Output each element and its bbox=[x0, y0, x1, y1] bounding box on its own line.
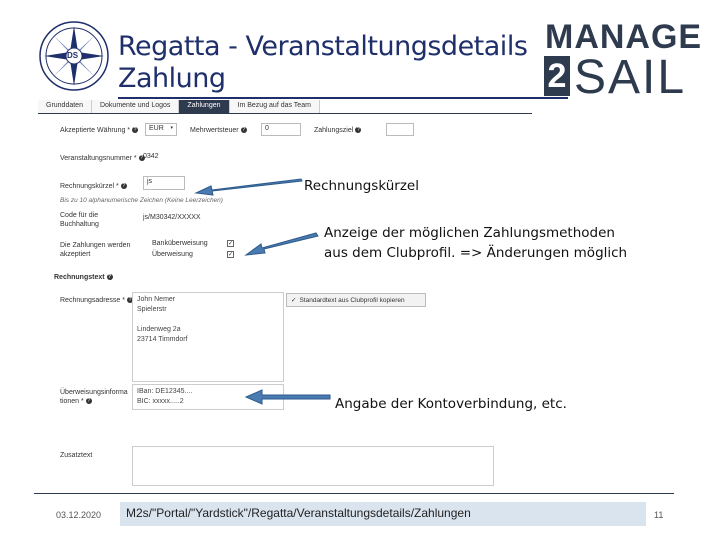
code-label-1: Code für die bbox=[60, 212, 99, 219]
address-line: John Nemer bbox=[137, 296, 176, 303]
slide-title-line-1: Regatta - Veranstaltungsdetails bbox=[118, 31, 528, 62]
annotation-zahlungsmethoden-2: aus dem Clubprofil. => Änderungen möglich bbox=[324, 245, 628, 261]
zahlungsziel-label: Zahlungsziel ? bbox=[314, 127, 360, 134]
footer-path: M2s/"Portal/"Yardstick"/Regatta/Veranstaltungsdetails/Zahlungen bbox=[120, 502, 646, 526]
help-icon[interactable]: ? bbox=[87, 398, 91, 405]
bank-line: IBan: DE12345.... bbox=[137, 388, 193, 395]
address-line bbox=[137, 315, 279, 325]
help-icon[interactable]: ? bbox=[356, 127, 360, 134]
tab-dokumente[interactable]: Dokumente und Logos bbox=[92, 100, 179, 113]
annotation-rechnungskuerzel: Rechnungskürzel bbox=[304, 178, 419, 194]
rechnungstext-label: Rechnungstext ? bbox=[54, 274, 112, 281]
mwst-input[interactable]: 0 bbox=[261, 123, 301, 136]
annotation-kontoverbindung: Angabe der Kontoverbindung, etc. bbox=[335, 396, 567, 412]
veranstaltungsnummer-label: Veranstaltungsnummer * ? bbox=[60, 155, 144, 162]
address-line: Lindenweg 2a bbox=[137, 326, 181, 333]
tab-grunddaten[interactable]: Grunddaten bbox=[38, 100, 92, 113]
address-line: Spielerstr bbox=[137, 306, 167, 313]
standardtext-copy-button[interactable]: ✓ Standardtext aus Clubprofil kopieren bbox=[286, 293, 426, 307]
rechnungskuerzel-input[interactable]: js bbox=[143, 176, 185, 190]
tab-team[interactable]: Im Bezug auf das Team bbox=[230, 100, 320, 113]
bank-line: BIC: xxxxx.....2 bbox=[137, 398, 184, 405]
code-label-2: Buchhaltung bbox=[60, 221, 99, 228]
arrow-rechnungskuerzel bbox=[196, 179, 302, 195]
help-icon[interactable]: ? bbox=[122, 183, 126, 190]
rechnungsadresse-textarea[interactable] bbox=[132, 292, 284, 382]
veranstaltungsnummer-value: 0342 bbox=[143, 153, 159, 160]
brand-manage: MANAGE bbox=[545, 18, 703, 56]
footer-page-number: 11 bbox=[654, 510, 664, 520]
waehrung-label: Akzeptierte Währung * ? bbox=[60, 127, 137, 134]
annotation-zahlungsmethoden-1: Anzeige der möglichen Zahlungsmethoden bbox=[324, 225, 615, 241]
help-icon[interactable]: ? bbox=[242, 127, 246, 134]
chevron-down-icon: ▾ bbox=[170, 125, 173, 131]
ueberweisung-textarea[interactable] bbox=[132, 384, 284, 410]
zahlungsziel-input[interactable] bbox=[386, 123, 414, 136]
tab-bar bbox=[38, 100, 532, 114]
tab-zahlungen[interactable]: Zahlungen bbox=[179, 100, 229, 113]
check-icon: ✓ bbox=[291, 297, 297, 304]
method-1-label: Banküberweisung bbox=[152, 240, 208, 247]
brand-sail: SAIL bbox=[574, 51, 687, 104]
waehrung-select[interactable]: EUR ▾ bbox=[145, 123, 177, 136]
zahlungen-label-1: Die Zahlungen werden bbox=[60, 242, 131, 249]
zusatztext-label: Zusatztext bbox=[60, 452, 93, 459]
zusatztext-textarea[interactable] bbox=[132, 446, 494, 486]
rechnungsadresse-label: Rechnungsadresse * ? bbox=[60, 297, 132, 304]
help-icon[interactable]: ? bbox=[128, 297, 132, 304]
help-icon[interactable]: ? bbox=[108, 274, 112, 281]
method-2-label: Überweisung bbox=[152, 251, 193, 258]
title-underline bbox=[118, 97, 568, 99]
help-icon[interactable]: ? bbox=[140, 155, 144, 162]
footer-date: 03.12.2020 bbox=[56, 510, 102, 520]
help-icon[interactable]: ? bbox=[133, 127, 137, 134]
rechnungskuerzel-label: Rechnungskürzel * ? bbox=[60, 183, 126, 190]
club-logo bbox=[38, 20, 110, 92]
ueberweisung-label-2: tionen * ? bbox=[60, 398, 91, 405]
rechnungskuerzel-hint: Bis zu 10 alphanumerische Zeichen (Keine Leerzeichen) bbox=[60, 197, 223, 204]
slide-title-line-2: Zahlung bbox=[118, 63, 226, 94]
method-2-checkbox[interactable]: ✓ bbox=[228, 252, 234, 258]
code-value: js/M30342/XXXXX bbox=[143, 214, 201, 221]
zahlungen-label-2: akzeptiert bbox=[60, 251, 91, 258]
arrow-zahlungsmethoden bbox=[246, 233, 318, 255]
brand-digit: 2 bbox=[544, 56, 570, 96]
address-line: 23714 Timmdorf bbox=[137, 336, 188, 343]
footer-divider bbox=[34, 493, 674, 494]
ueberweisung-label-1: Überweisungsinforma bbox=[60, 389, 128, 396]
method-1-checkbox[interactable]: ✓ bbox=[228, 241, 234, 247]
logo-text: DS bbox=[67, 51, 79, 60]
mwst-label: Mehrwertsteuer ? bbox=[190, 127, 246, 134]
